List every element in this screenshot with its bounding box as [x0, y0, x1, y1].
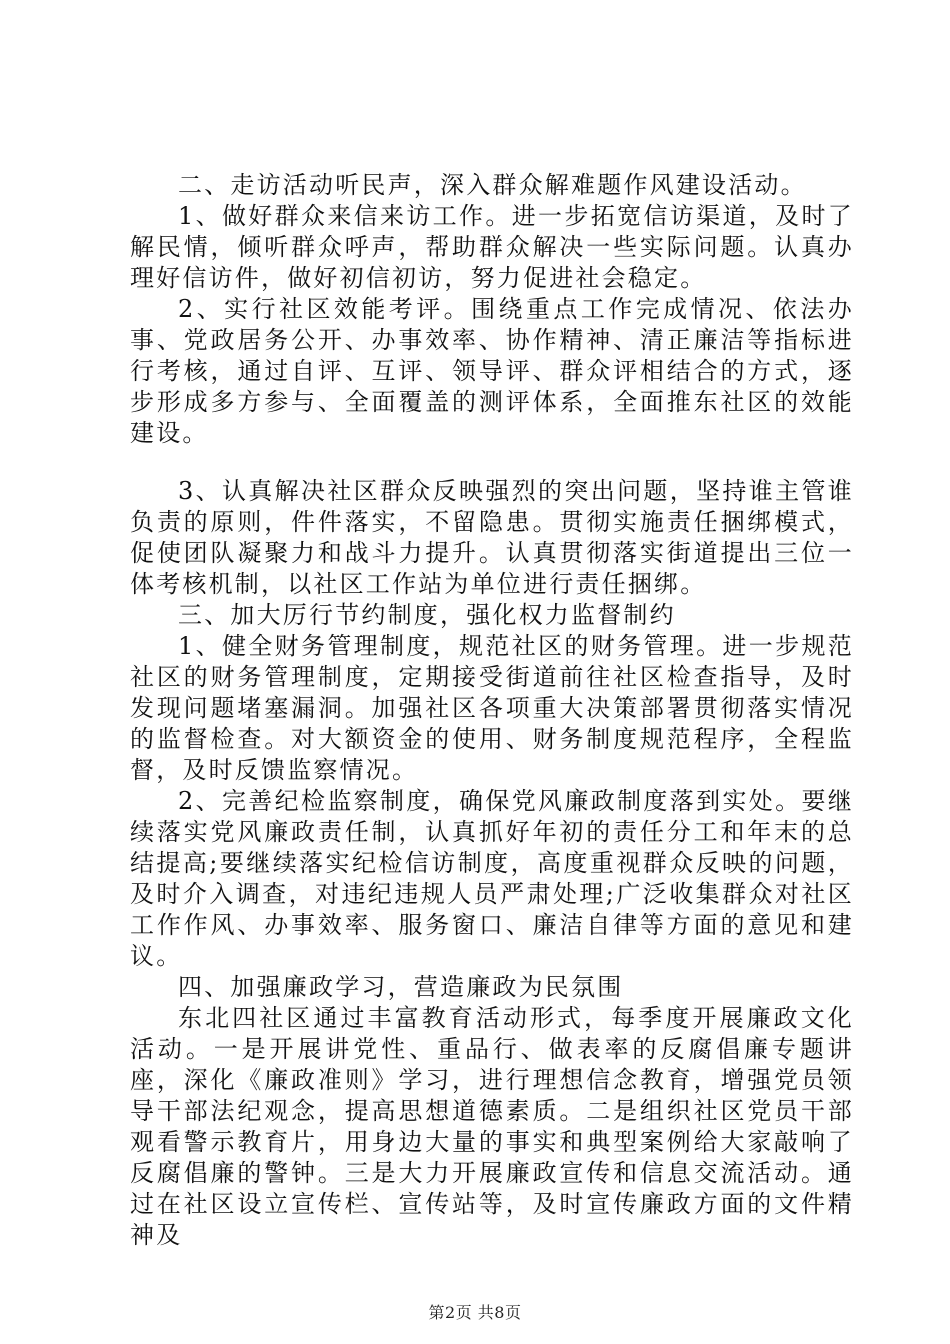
- paragraph-letters-visits: 1、做好群众来信来访工作。进一步拓宽信访渠道，及时了解民情，倾听群众呼声，帮助群众解决一些实际问题。认真办理好信访件，做好初信初访，努力促进社会稳定。: [130, 202, 854, 292]
- section-heading-2: 二、走访活动听民声，深入群众解难题作风建设活动。: [178, 171, 807, 199]
- document-body: [130, 170, 854, 1251]
- section-heading-3: 三、加大厉行节约制度，强化权力监督制约: [178, 601, 676, 629]
- paragraph-efficiency-review: 2、实行社区效能考评。围绕重点工作完成情况、依法办事、党政居务公开、办事效率、协作精神、清正廉洁等指标进行考核，通过自评、互评、领导评、群众评相结合的方式，逐步形成多方参与、全面覆盖的测评体系，全面推东社区的效能建设。: [130, 295, 854, 447]
- paragraph-discipline-inspection: 2、完善纪检监察制度，确保党风廉政制度落到实处。要继续落实党风廉政责任制，认真抓好年初的责任分工和年末的总结提高;要继续落实纪检信访制度，高度重视群众反映的问题，及时介入调查，对违纪违规人员严肃处理;广泛收集群众对社区工作作风、办事效率、服务窗口、廉洁自律等方面的意见和建议。: [130, 787, 854, 970]
- paragraph-integrity-learning: 东北四社区通过丰富教育活动形式，每季度开展廉政文化活动。一是开展讲党性、重品行、做表率的反腐倡廉专题讲座，深化《廉政准则》学习，进行理想信念教育，增强党员领导干部法纪观念，提高思想道德素质。二是组织社区党员干部观看警示教育片，用身边大量的事实和典型案例给大家敲响了反腐倡廉的警钟。三是大力开展廉政宣传和信息交流活动。通过在社区设立宣传栏、宣传站等，及时宣传廉政方面的文件精神及: [130, 1004, 854, 1249]
- page-number-footer: 第2页 共8页: [428, 1303, 522, 1322]
- paragraph-finance-management: 1、健全财务管理制度，规范社区的财务管理。进一步规范社区的财务管理制度，定期接受街道前往社区检查指导，及时发现问题堵塞漏洞。加强社区各项重大决策部署贯彻落实情况的监督检查。对大额资金的使用、财务制度规范程序，全程监督，及时反馈监察情况。: [130, 632, 854, 784]
- paragraph-resolve-problems: 3、认真解决社区群众反映强烈的突出问题，坚持谁主管谁负责的原则，件件落实，不留隐患。贯彻实施责任捆绑模式，促使团队凝聚力和战斗力提升。认真贯彻落实街道提出三位一体考核机制，以社区工作站为单位进行责任捆绑。: [130, 477, 854, 598]
- section-heading-4: 四、加强廉政学习，营造廉政为民氛围: [178, 973, 624, 1001]
